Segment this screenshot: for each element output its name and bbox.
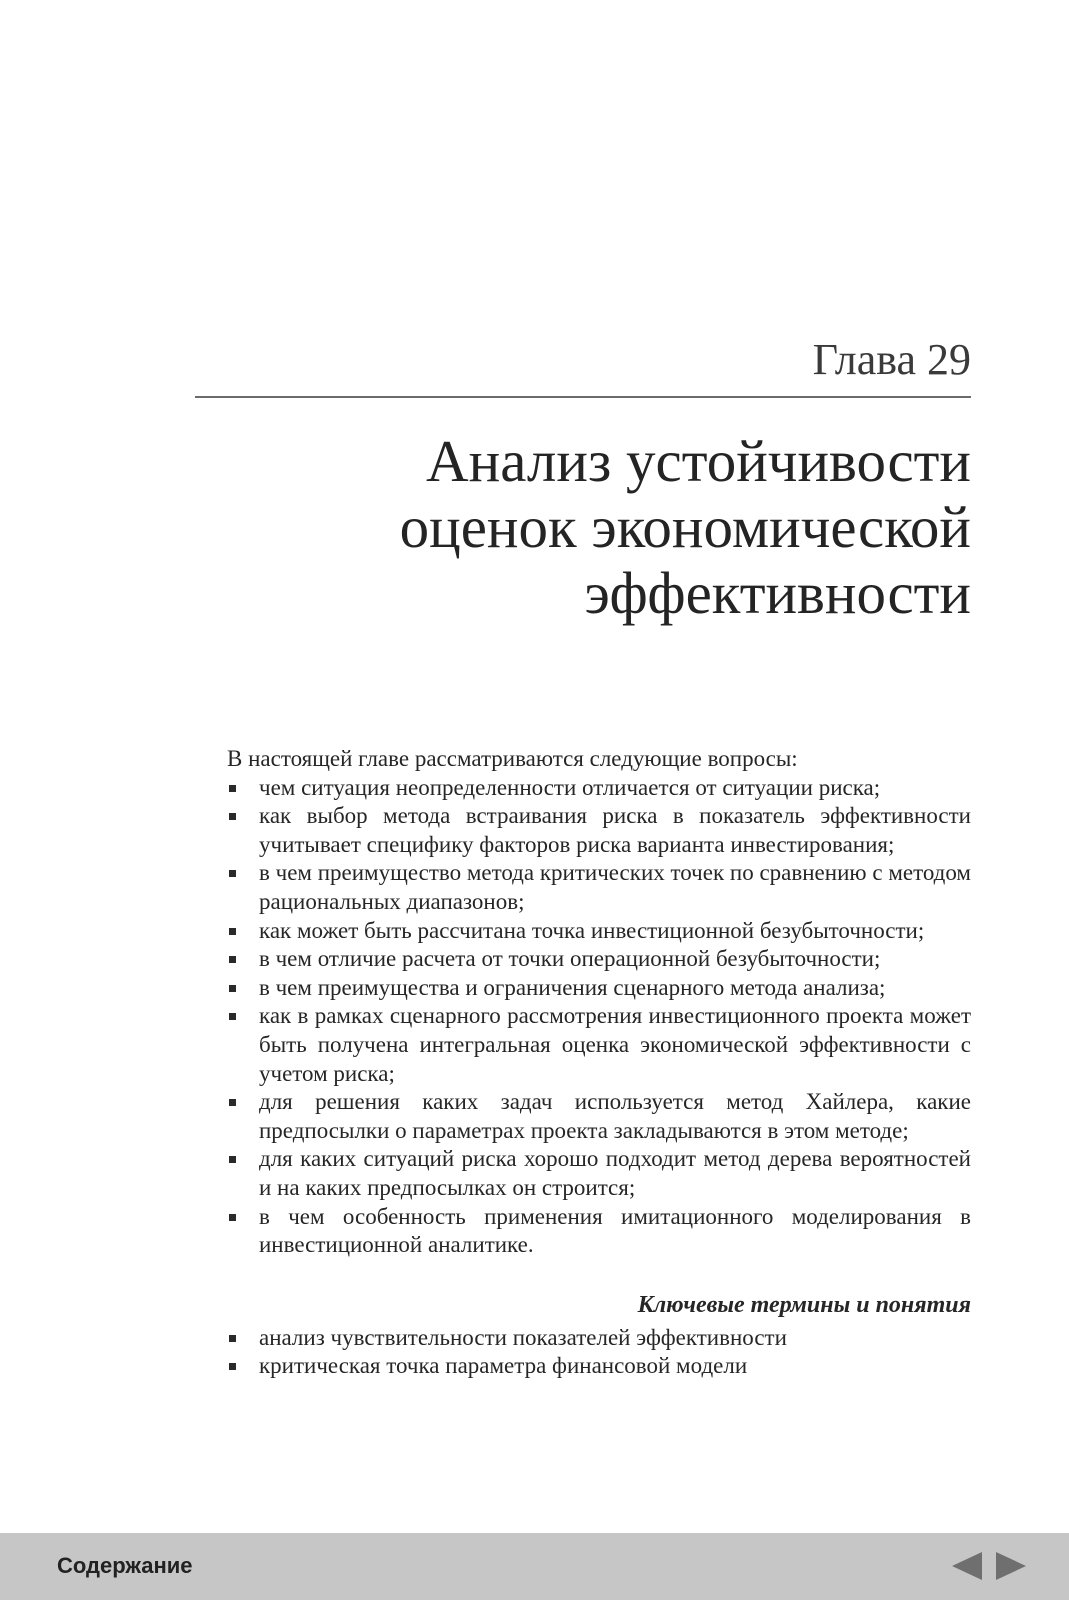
list-item xyxy=(227,859,971,916)
bullet-square-icon xyxy=(229,1335,236,1342)
chapter-title-line: Анализ устойчивости xyxy=(426,428,971,494)
list-item-text: анализ чувствительности показателей эффективности xyxy=(259,1324,787,1350)
chapter-divider xyxy=(195,396,971,398)
bullet-square-icon xyxy=(229,1214,236,1221)
list-item-text: чем ситуация неопределенности отличается от ситуации риска; xyxy=(259,774,881,800)
list-item xyxy=(227,774,971,803)
bullet-square-icon xyxy=(229,956,236,963)
list-item xyxy=(227,917,971,946)
chapter-title-line: эффективности xyxy=(584,560,971,626)
list-item-text: для каких ситуаций риска хорошо подходит метод дерева вероятностей и на каких предпосылках он строится; xyxy=(259,1146,971,1200)
key-terms-heading: Ключевые термины и понятия xyxy=(637,1291,971,1318)
table-of-contents-link[interactable]: Содержание xyxy=(57,1553,193,1578)
bullet-square-icon xyxy=(229,985,236,992)
triangle-right-icon xyxy=(994,1551,1028,1581)
bullet-square-icon xyxy=(229,1099,236,1106)
list-item xyxy=(227,1145,971,1202)
overview-intro: В настоящей главе рассматриваются следующие вопросы: xyxy=(227,746,798,771)
previous-page-button[interactable] xyxy=(950,1551,984,1581)
chapter-number: Глава 29 xyxy=(812,335,971,384)
chapter-title-line: оценок экономической xyxy=(399,494,971,560)
list-item-text: для решения каких задач используется метод Хайлера, какие предпосылки о параметрах проекта закладываются в этом методе; xyxy=(259,1089,971,1143)
navigation-bar xyxy=(0,1533,1069,1600)
list-item-text: как может быть рассчитана точка инвестиционной безубыточности; xyxy=(259,917,925,943)
list-item xyxy=(227,1088,971,1145)
bullet-square-icon xyxy=(229,813,236,820)
list-item xyxy=(227,1352,971,1381)
list-item xyxy=(227,802,971,859)
list-item xyxy=(227,945,971,974)
list-item-text: в чем отличие расчета от точки операционной безубыточности; xyxy=(259,946,881,972)
chapter-title xyxy=(321,428,971,626)
list-item-text: как выбор метода встраивания риска в показатель эффективности учитывает специфику факторов риска варианта инвестирования; xyxy=(259,803,971,857)
questions-list xyxy=(227,774,971,1260)
list-item xyxy=(227,1203,971,1260)
list-item-text: в чем преимущества и ограничения сценарного метода анализа; xyxy=(259,974,886,1000)
list-item xyxy=(227,1002,971,1088)
bullet-square-icon xyxy=(229,928,236,935)
list-item-text: в чем преимущество метода критических точек по сравнению с методом рациональных диапазонов; xyxy=(259,860,971,914)
list-item-text: критическая точка параметра финансовой модели xyxy=(259,1353,748,1379)
bullet-square-icon xyxy=(229,870,236,877)
list-item-text: в чем особенность применения имитационного моделирования в инвестиционной аналитике. xyxy=(259,1203,971,1258)
bullet-square-icon xyxy=(229,1363,236,1370)
list-item xyxy=(227,1324,971,1353)
bullet-square-icon xyxy=(229,785,236,792)
list-item xyxy=(227,974,971,1003)
bullet-square-icon xyxy=(229,1156,236,1163)
list-item-text: как в рамках сценарного рассмотрения инвестиционного проекта может быть получена интегральная оценка экономической эффективности с учетом риска; xyxy=(259,1003,971,1086)
triangle-left-icon xyxy=(950,1551,984,1581)
key-terms-list xyxy=(227,1324,971,1381)
next-page-button[interactable] xyxy=(994,1551,1028,1581)
bullet-square-icon xyxy=(229,1013,236,1020)
chapter-overview xyxy=(227,745,971,1381)
